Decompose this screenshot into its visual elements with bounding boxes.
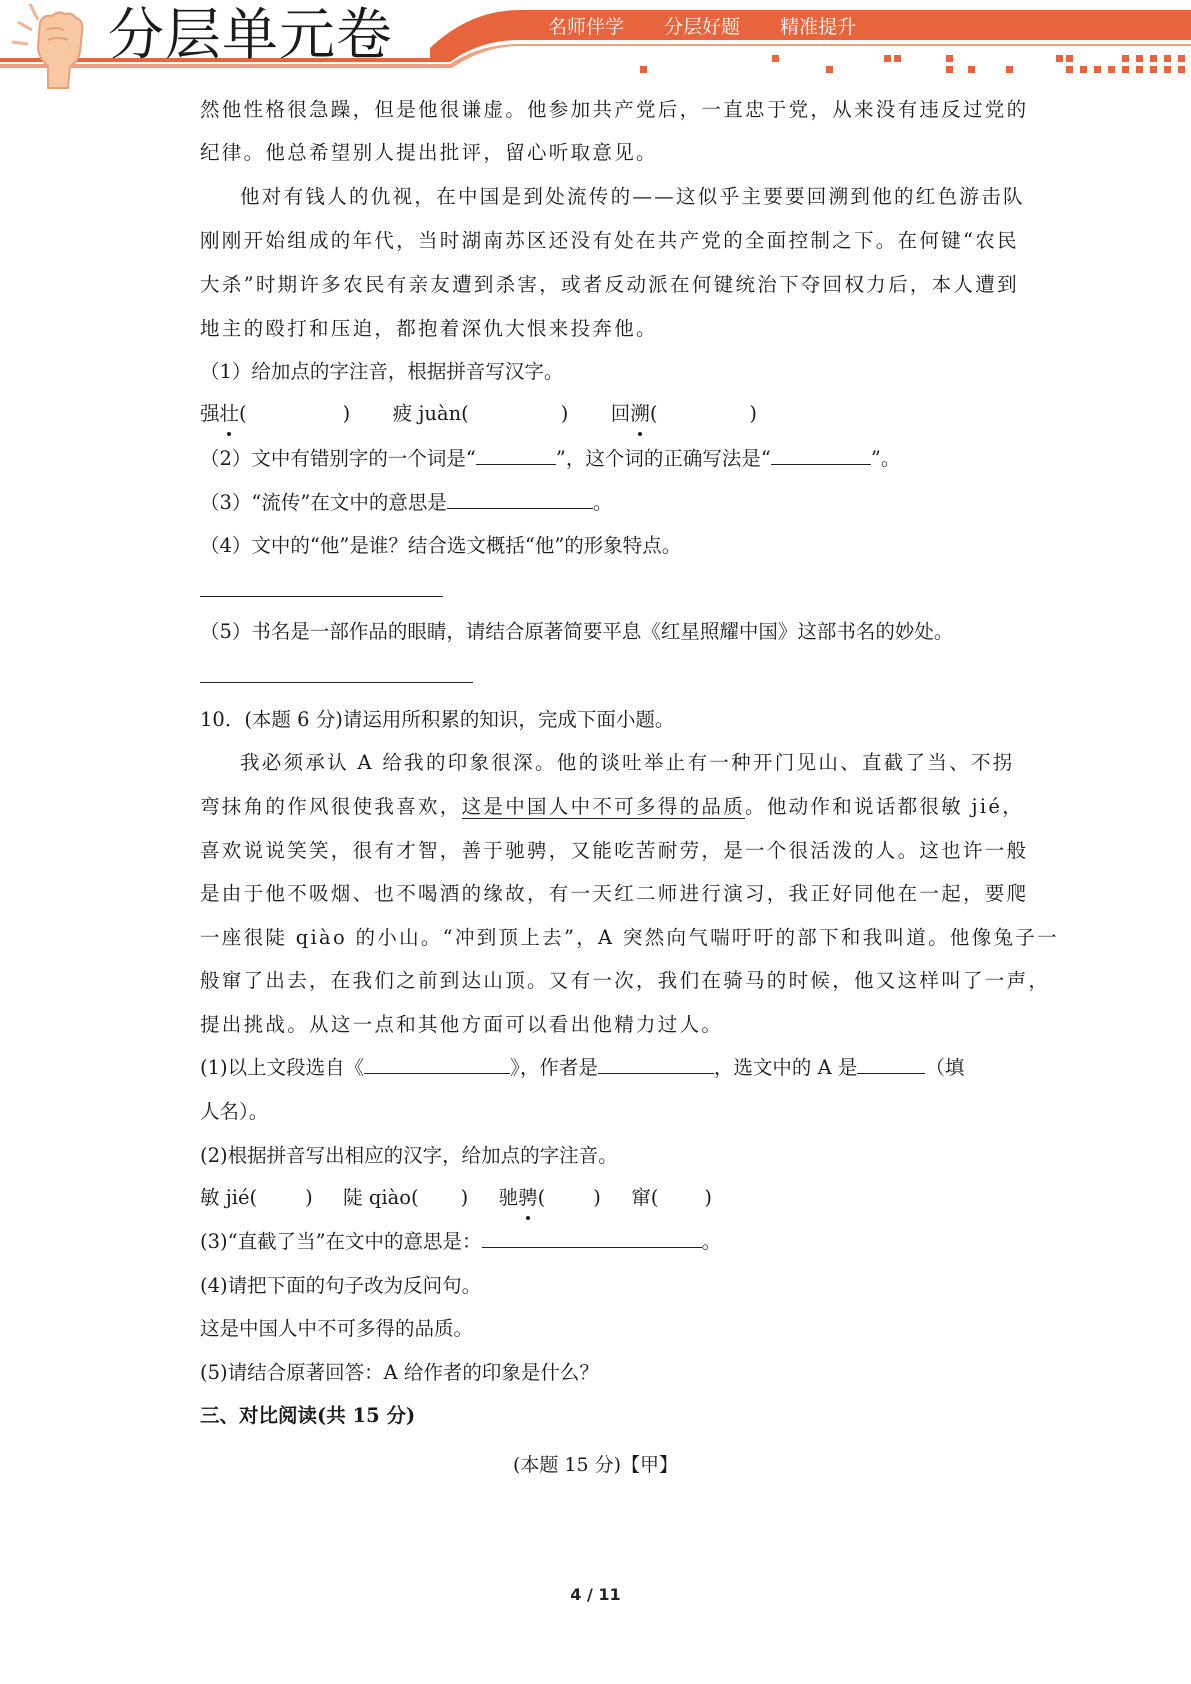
passage-line: 一座很陡 qiào 的小山。“冲到顶上去”，A 突然向气喘吁吁的部下和我叫道。他像兔子一 [200, 926, 1059, 949]
q10-sub4: (4)请把下面的句子改为反问句。 [200, 1274, 482, 1297]
dotted-char: 骋 [518, 1183, 538, 1213]
tagline-item: 名师伴学 [548, 16, 625, 38]
passage-line: 地主的殴打和压迫，都抱着深仇大恨来投奔他。 [200, 317, 658, 340]
passage-line: 纪律。他总希望别人提出批评，留心听取意见。 [200, 141, 658, 164]
q9-sub2: （2）文中有错别字的一个词是“ ”，这个词的正确写法是“ ”。 [200, 444, 900, 474]
answer-blank[interactable] [364, 1053, 510, 1074]
q10-sub4-sentence: 这是中国人中不可多得的品质。 [200, 1317, 474, 1340]
answer-blank[interactable] [857, 1053, 925, 1074]
tagline-item: 分层好题 [664, 16, 741, 38]
q10-sub1-cont: 人名）。 [200, 1100, 269, 1123]
q10-sub1: (1)以上文段选自《 》，作者是 ，选文中的 A 是 （填 [200, 1053, 964, 1083]
passage-line: 喜欢说说笑笑，很有才智，善于驰骋，又能吃苦耐劳，是一个很活泼的人。这也许一般 [200, 839, 1029, 862]
passage-line: 他对有钱人的仇视，在中国是到处流传的——这似乎主要要回溯到他的红色游击队 [240, 185, 1025, 208]
answer-blank[interactable] [598, 1053, 714, 1074]
passage-line: 弯抹角的作风很使我喜欢，这是中国人中不可多得的品质。他动作和说话都很敏 jié， [200, 795, 1025, 818]
passage-line: 刚刚开始组成的年代，当时湖南苏区还没有处在共产党的全面控制之下。在何键“农民 [200, 229, 1019, 252]
underlined-sentence: 这是中国人中不可多得的品质 [461, 795, 746, 818]
passage-line: 提出挑战。从这一点和其他方面可以看出他精力过人。 [200, 1013, 724, 1036]
section-heading: 三、对比阅读(共 15 分) [200, 1404, 416, 1427]
dotted-char: 溯 [630, 399, 650, 429]
banner-tagline [548, 12, 880, 39]
answer-blank[interactable] [771, 444, 871, 465]
q9-sub3: （3）“流传”在文中的意思是 。 [200, 488, 612, 518]
q9-sub4: （4）文中的“他”是谁？结合选文概括“他”的形象特点。 [200, 534, 682, 557]
section-subheading: (本题 15 分)【甲】 [512, 1454, 679, 1476]
tagline-item: 精准提升 [780, 16, 857, 38]
q10-heading: 10．(本题 6 分)请运用所积累的知识，完成下面小题。 [200, 708, 675, 731]
answer-blank[interactable] [447, 488, 593, 509]
passage-line: 我必须承认 A 给我的印象很深。他的谈吐举止有一种开门见山、直截了当、不拐 [240, 751, 1015, 774]
passage-line: 然他性格很急躁，但是他很谦虚。他参加共产党后，一直忠于党，从来没有违反过党的 [200, 98, 1029, 121]
answer-blank[interactable] [482, 1227, 702, 1248]
q9-sub1-items: 强壮( ) 疲 juàn( ) 回溯( ) [200, 399, 757, 429]
passage-line: 般窜了出去，在我们之前到达山顶。又有一次，我们在骑马的时候，他又这样叫了一声， [200, 969, 1051, 992]
passage-line: 是由于他不吸烟、也不喝酒的缘故，有一天红二师进行演习，我正好同他在一起，要爬 [200, 882, 1029, 905]
answer-blank[interactable] [476, 444, 556, 465]
q10-sub2-items: 敏 jié( ) 陡 qiào( ) 驰骋( ) 窜( ) [200, 1183, 712, 1213]
q9-sub5: （5）书名是一部作品的眼睛，请结合原著简要平息《红星照耀中国》这部书名的妙处。 [200, 620, 954, 643]
q9-sub1: （1）给加点的字注音，根据拼音写汉字。 [200, 360, 564, 383]
fist-icon [10, 0, 90, 90]
answer-line[interactable] [200, 595, 443, 597]
banner-title: 分层单元卷 [108, 3, 393, 68]
page-number: 4 / 11 [570, 1585, 621, 1604]
q10-sub5: (5)请结合原著回答：A 给作者的印象是什么？ [200, 1361, 599, 1384]
page-header [0, 0, 1191, 80]
dotted-char: 壮 [220, 399, 240, 429]
q10-sub2: (2)根据拼音写出相应的汉字，给加点的字注音。 [200, 1144, 618, 1167]
q10-sub3: (3)“直截了当”在文中的意思是： 。 [200, 1227, 721, 1257]
answer-line[interactable] [200, 681, 473, 683]
passage-line: 大杀”时期许多农民有亲友遭到杀害，或者反动派在何键统治下夺回权力后，本人遭到 [200, 273, 1019, 296]
